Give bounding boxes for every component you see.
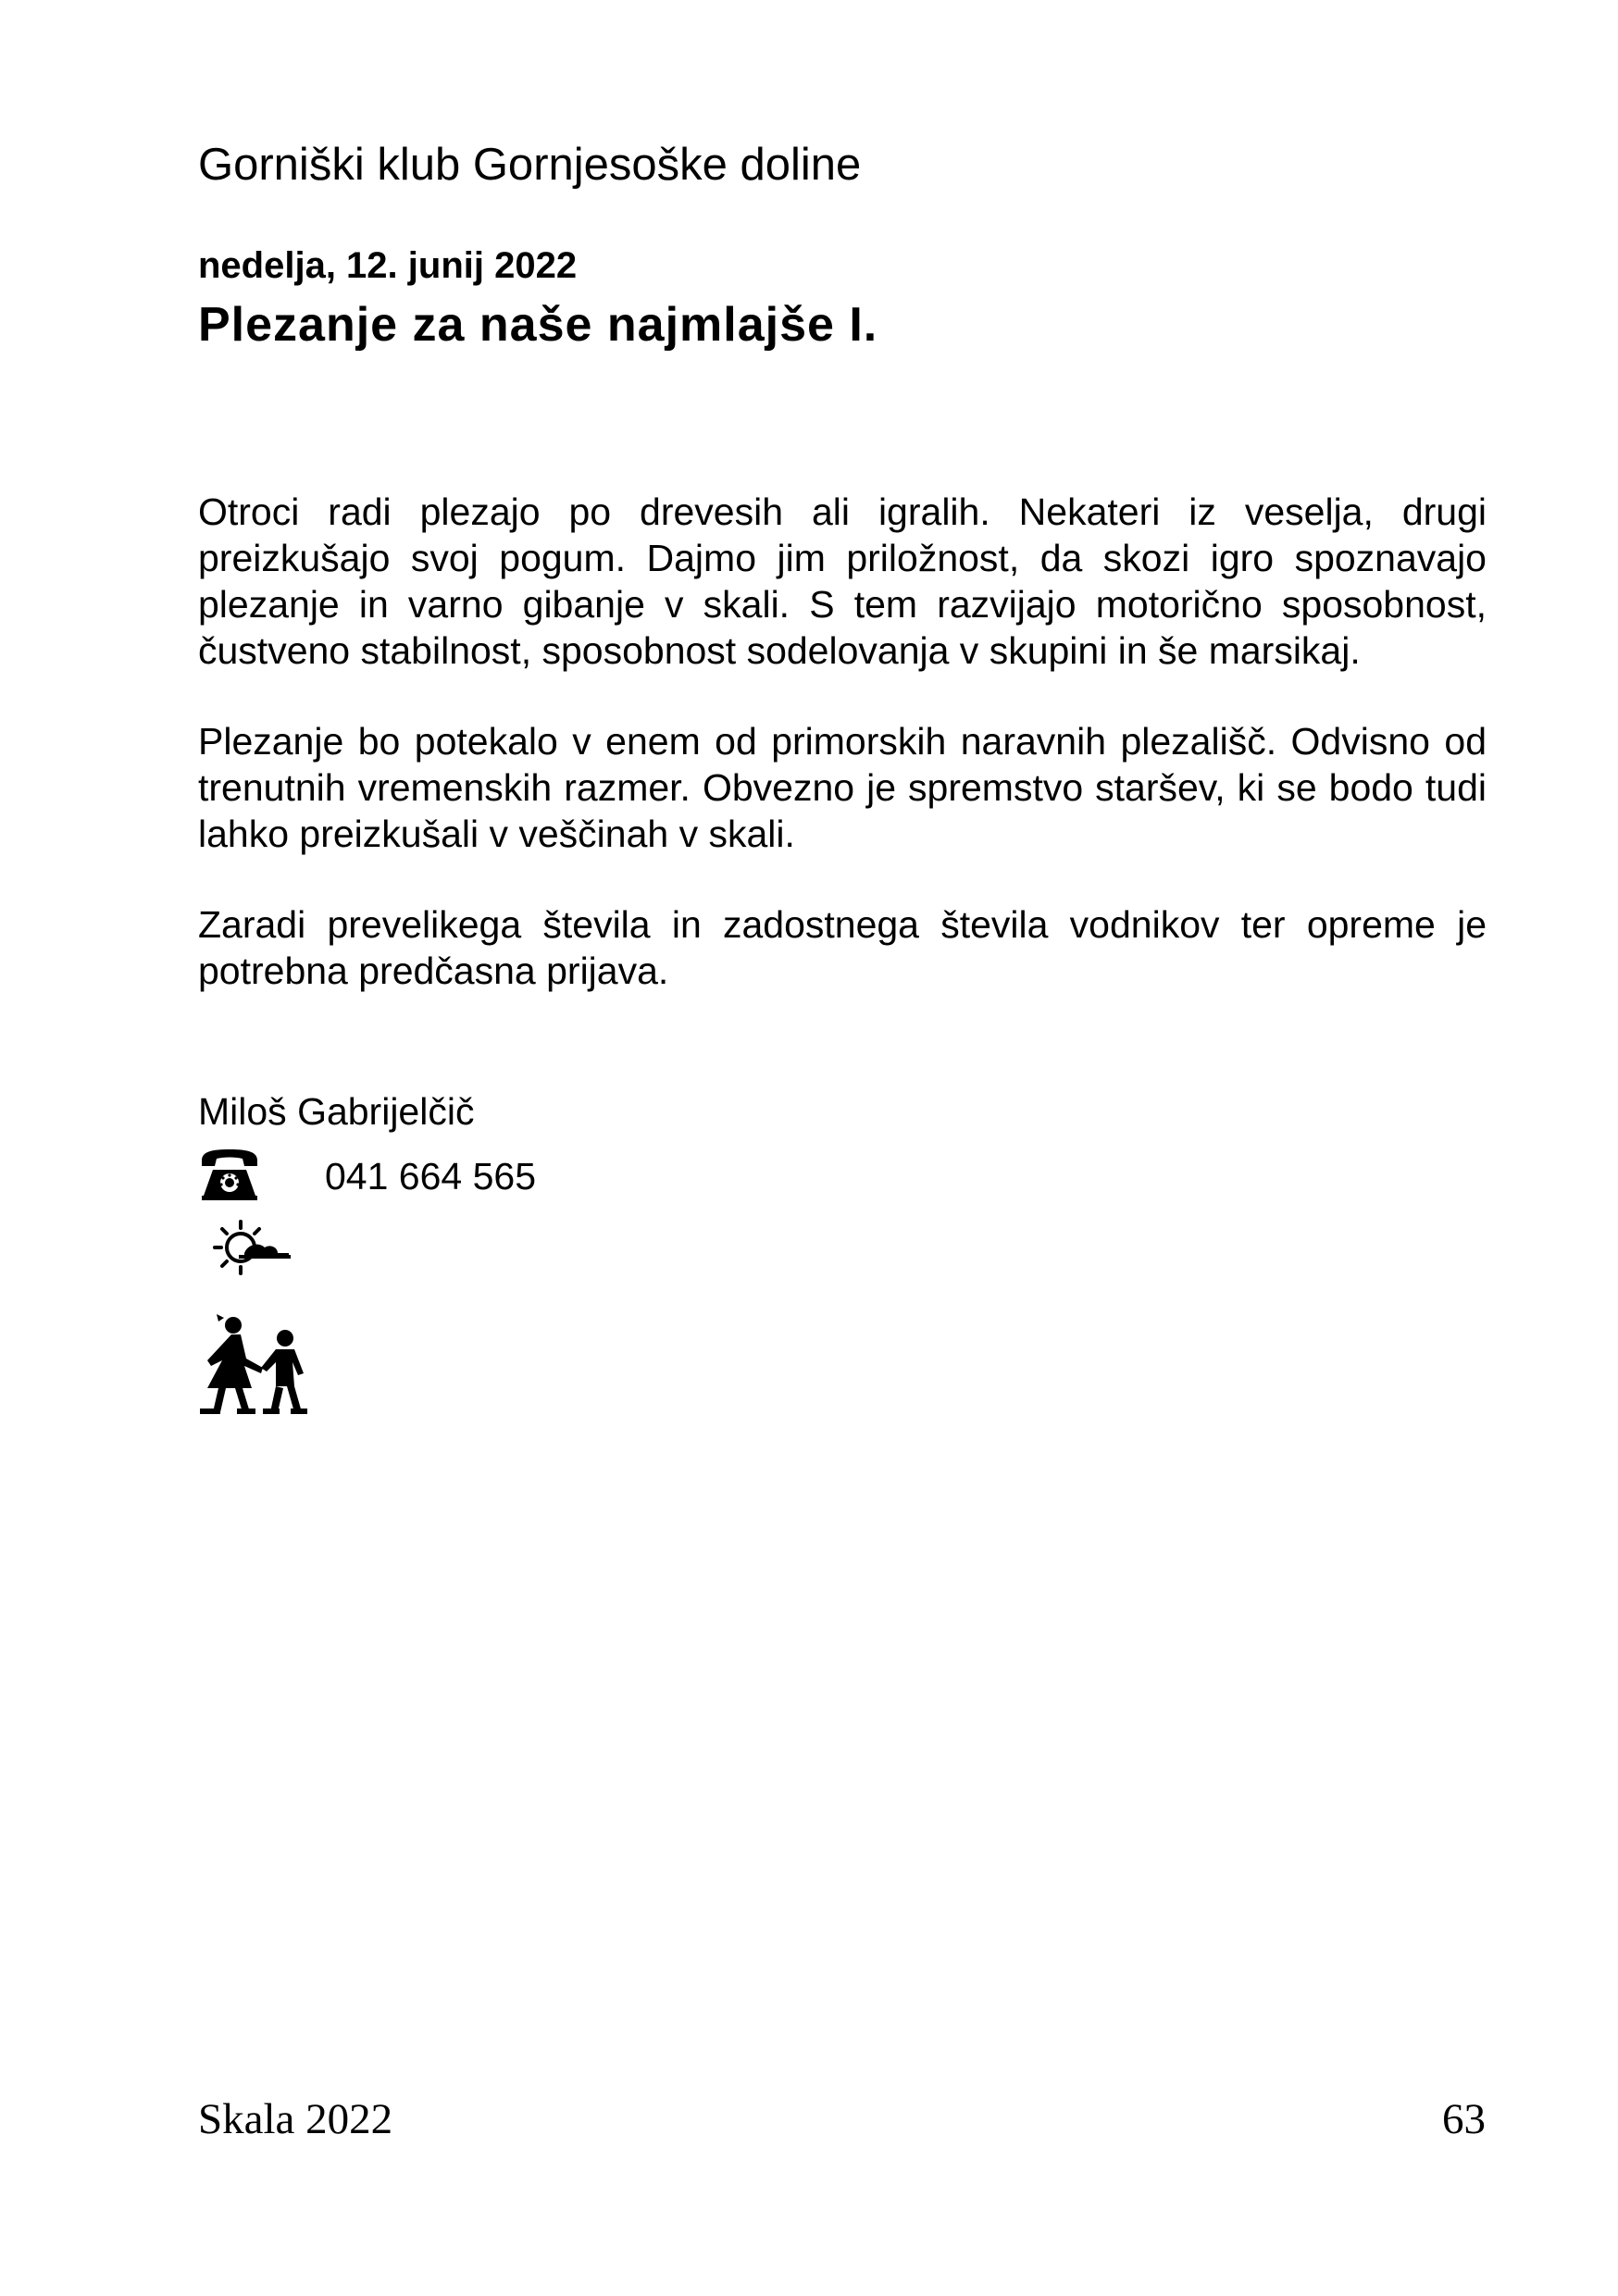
footer-publication: Skala 2022 <box>198 2095 393 2143</box>
telephone-icon <box>198 1148 261 1201</box>
sunrise-difficulty-icon <box>211 1218 292 1279</box>
paragraph: Plezanje bo potekalo v enem od primorskih naravnih plezališč. Odvisno od trenutnih vremenskih razmer. Obvezno je spremstvo staršev, ki se bodo tudi lahko preizkušali v veščinah v skali. <box>198 720 1487 855</box>
club-name: Gorniški klub Gornjesoške doline <box>198 140 862 190</box>
event-date: nedelja, 12. junij 2022 <box>198 245 578 286</box>
event-description <box>198 489 1487 1038</box>
event-title: Plezanje za naše najmlajše I. <box>198 298 878 352</box>
phone-number: 041 664 565 <box>325 1155 537 1198</box>
contact-name: Miloš Gabrijelčič <box>198 1090 475 1133</box>
paragraph: Zaradi prevelikega števila in zadostnega števila vodnikov ter opreme je potrebna predčasna prijava. <box>198 903 1487 992</box>
page-number: 63 <box>1442 2095 1486 2143</box>
children-walking-icon <box>198 1312 311 1416</box>
paragraph: Otroci radi plezajo po drevesih ali igralih. Nekateri iz veselja, drugi preizkušajo svoj pogum. Dajmo jim priložnost, da skozi igro spoznavajo plezanje in varno gibanje v skali. S tem razvijajo motorično sposobnost, čustveno stabilnost, sposobnost sodelovanja v skupini in še marsikaj. <box>198 490 1487 672</box>
